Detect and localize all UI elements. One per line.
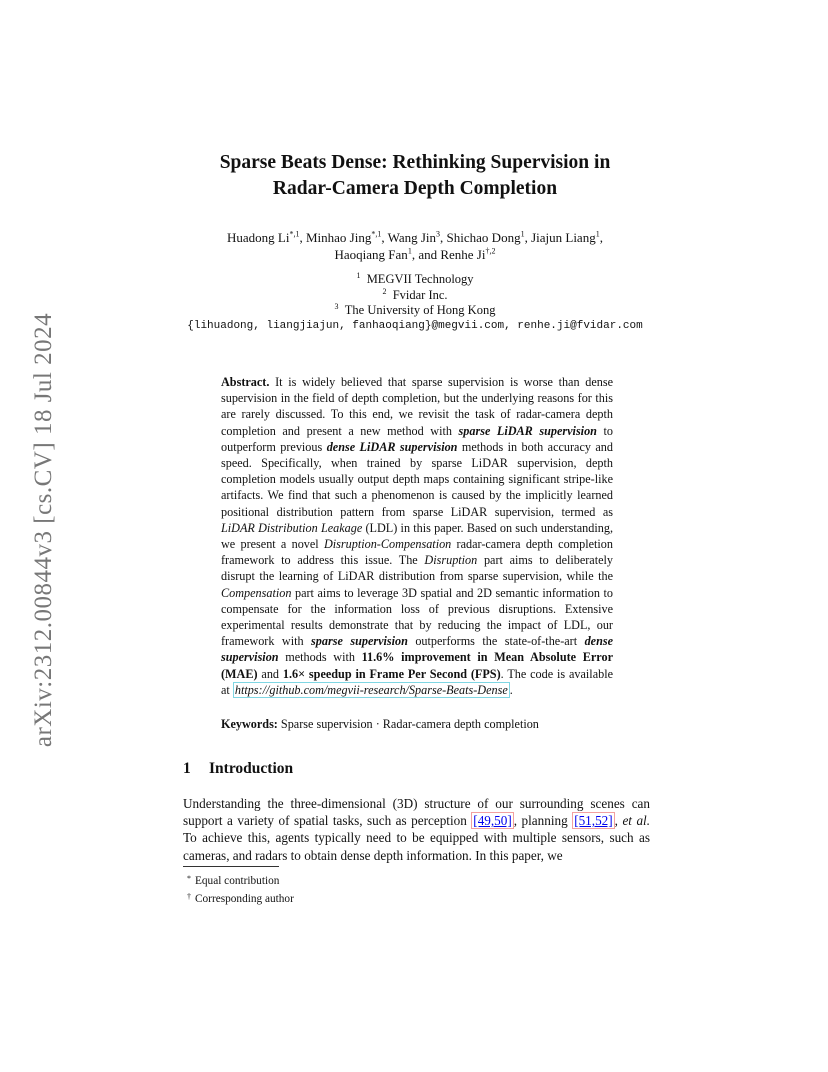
- abstract-text: . The code is available at: [221, 666, 613, 697]
- footnote-mark: *: [187, 874, 191, 883]
- affiliation-mark: 2: [382, 286, 387, 296]
- author-name: Huadong Li: [227, 230, 290, 245]
- author-affil-mark: *,1: [371, 229, 382, 239]
- intro-paragraph: [183, 795, 650, 864]
- abstract-text: (LDL) in this paper. Based on such understanding, we present a novel: [221, 520, 613, 552]
- abstract-text: methods with: [278, 650, 362, 665]
- author-sep: ,: [299, 230, 306, 245]
- author-name: Wang Jin: [387, 230, 437, 245]
- affiliation: [170, 272, 660, 288]
- author-affil-mark: *,1: [289, 229, 300, 239]
- author-line-1: [170, 229, 660, 246]
- abstract-italic: LiDAR Distribution Leakage: [221, 520, 363, 535]
- arxiv-identifier-text: arXiv:2312.00844v3 [cs.CV] 18 Jul 2024: [30, 312, 57, 748]
- abstract-text: outperforms the state-of-the-art: [407, 634, 585, 649]
- affiliation-name: MEGVII Technology: [366, 272, 474, 286]
- footnote-mark: †: [187, 892, 191, 901]
- code-link[interactable]: https://github.com/megvii-research/Sparse-Beats-Dense: [234, 682, 508, 697]
- author-list: [170, 229, 660, 263]
- author-name: Haoqiang Fan: [334, 247, 408, 262]
- author-affil-mark: 1: [520, 229, 525, 239]
- affiliation-mark: 1: [356, 270, 361, 280]
- abstract-italic: Disruption: [424, 553, 478, 568]
- arxiv-identifier: [20, 300, 68, 760]
- footnote-text: Corresponding author: [195, 893, 294, 905]
- author-name: Renhe Ji: [440, 247, 486, 262]
- affiliation-name: Fvidar Inc.: [392, 287, 448, 302]
- affiliation-mark: 3: [334, 301, 339, 311]
- abstract-italic: Compensation: [221, 585, 292, 600]
- footnotes: [183, 871, 294, 907]
- intro-text: ,: [614, 813, 623, 829]
- author-emails: {lihuadong, liangjiajun, fanhaoqiang}@megvii.com, renhe.ji@fvidar.com: [187, 319, 643, 332]
- author-affil-mark: 3: [436, 229, 441, 239]
- citation-link[interactable]: [51,52]: [574, 813, 613, 829]
- keywords-label: Keywords:: [221, 717, 278, 731]
- footnote-divider: [183, 866, 279, 867]
- title-line-1: Sparse Beats Dense: Rethinking Supervision in: [219, 152, 611, 173]
- author-name: Shichao Dong: [446, 230, 521, 245]
- author-sep: ,: [599, 230, 603, 245]
- abstract-text: radar-camera depth completion framework to address this issue. The: [221, 537, 613, 568]
- affiliation: [170, 288, 660, 304]
- keywords: [221, 716, 613, 732]
- intro-text: To achieve this, agents typically need to be equipped with multiple sensors, such as cameras, and radars to obtain dense depth information. In this paper, we: [183, 830, 650, 863]
- abstract-text: part aims to deliberately disrupt the learning of LiDAR distribution from sparse supervision, while the: [221, 553, 613, 584]
- abstract-text: part aims to leverage 3D spatial and 2D semantic information to compensate for the information loss of previous disruptions. Extensive experimental results demonstrate that by reducing the impact of LDL, our framework with: [221, 585, 613, 649]
- author-sep: ,: [524, 230, 532, 245]
- author-affil-mark: 1: [407, 246, 412, 256]
- abstract-text: methods in both accuracy and speed. Specifically, when trained by sparse LiDAR supervision, depth completion models usually output depth maps containing significant stripe-like artifacts. We find that such a phenomenon is caused by the implicitly learned positional distribution pattern from sparse LiDAR supervision, termed as: [221, 439, 613, 519]
- footnote-text: Equal contribution: [195, 875, 280, 887]
- abstract-text: to outperform previous: [221, 423, 614, 454]
- section-title: Introduction: [209, 760, 294, 777]
- footnote: [183, 889, 294, 907]
- abstract-strong: 11.6% improvement in Mean Absolute Error (MAE): [221, 650, 613, 681]
- affiliations: [170, 272, 660, 334]
- author-affil-mark: †,2: [485, 246, 496, 256]
- section-heading: [183, 760, 293, 778]
- abstract-emphasis: dense supervision: [221, 634, 613, 665]
- section-number: 1: [183, 760, 191, 777]
- author-name: Minhao Jing: [305, 230, 372, 245]
- author-sep: , and: [411, 247, 441, 262]
- abstract-text: and: [257, 666, 283, 681]
- abstract-label: Abstract.: [221, 375, 270, 389]
- author-line-2: [170, 246, 660, 263]
- intro-text: Understanding the three-dimensional (3D) structure of our surrounding scenes can support a variety of spatial tasks, such as perception: [183, 796, 650, 829]
- citation-link[interactable]: [49,50]: [473, 813, 512, 829]
- intro-italic: et al.: [622, 813, 650, 829]
- author-name: Jiajun Liang: [531, 230, 596, 245]
- keywords-text: Sparse supervision · Radar-camera depth completion: [277, 717, 539, 731]
- abstract-italic: Disruption-Compensation: [323, 537, 452, 552]
- abstract-emphasis: sparse supervision: [311, 634, 408, 649]
- abstract-strong: 1.6× speedup in Frame Per Second (FPS): [282, 666, 501, 681]
- author-sep: ,: [440, 230, 447, 245]
- author-sep: ,: [381, 230, 388, 245]
- abstract-text: .: [509, 682, 513, 697]
- intro-text: , planning: [513, 813, 573, 829]
- abstract-text: It is widely believed that sparse supervision is worse than dense supervision in the field of depth completion, but the underlying reasons for this are rarely discussed. To this end, we revisit the task of radar-camera depth completion and present a new method with: [221, 375, 613, 438]
- abstract: [221, 374, 613, 698]
- author-affil-mark: 1: [595, 229, 600, 239]
- abstract-emphasis: sparse LiDAR supervision: [458, 423, 597, 438]
- paper-title: [150, 150, 680, 202]
- abstract-emphasis: dense LiDAR supervision: [326, 439, 458, 454]
- footnote: [183, 871, 294, 889]
- affiliation-name: The University of Hong Kong: [344, 303, 496, 317]
- title-line-2: Radar-Camera Depth Completion: [272, 178, 558, 199]
- affiliation: [170, 303, 660, 319]
